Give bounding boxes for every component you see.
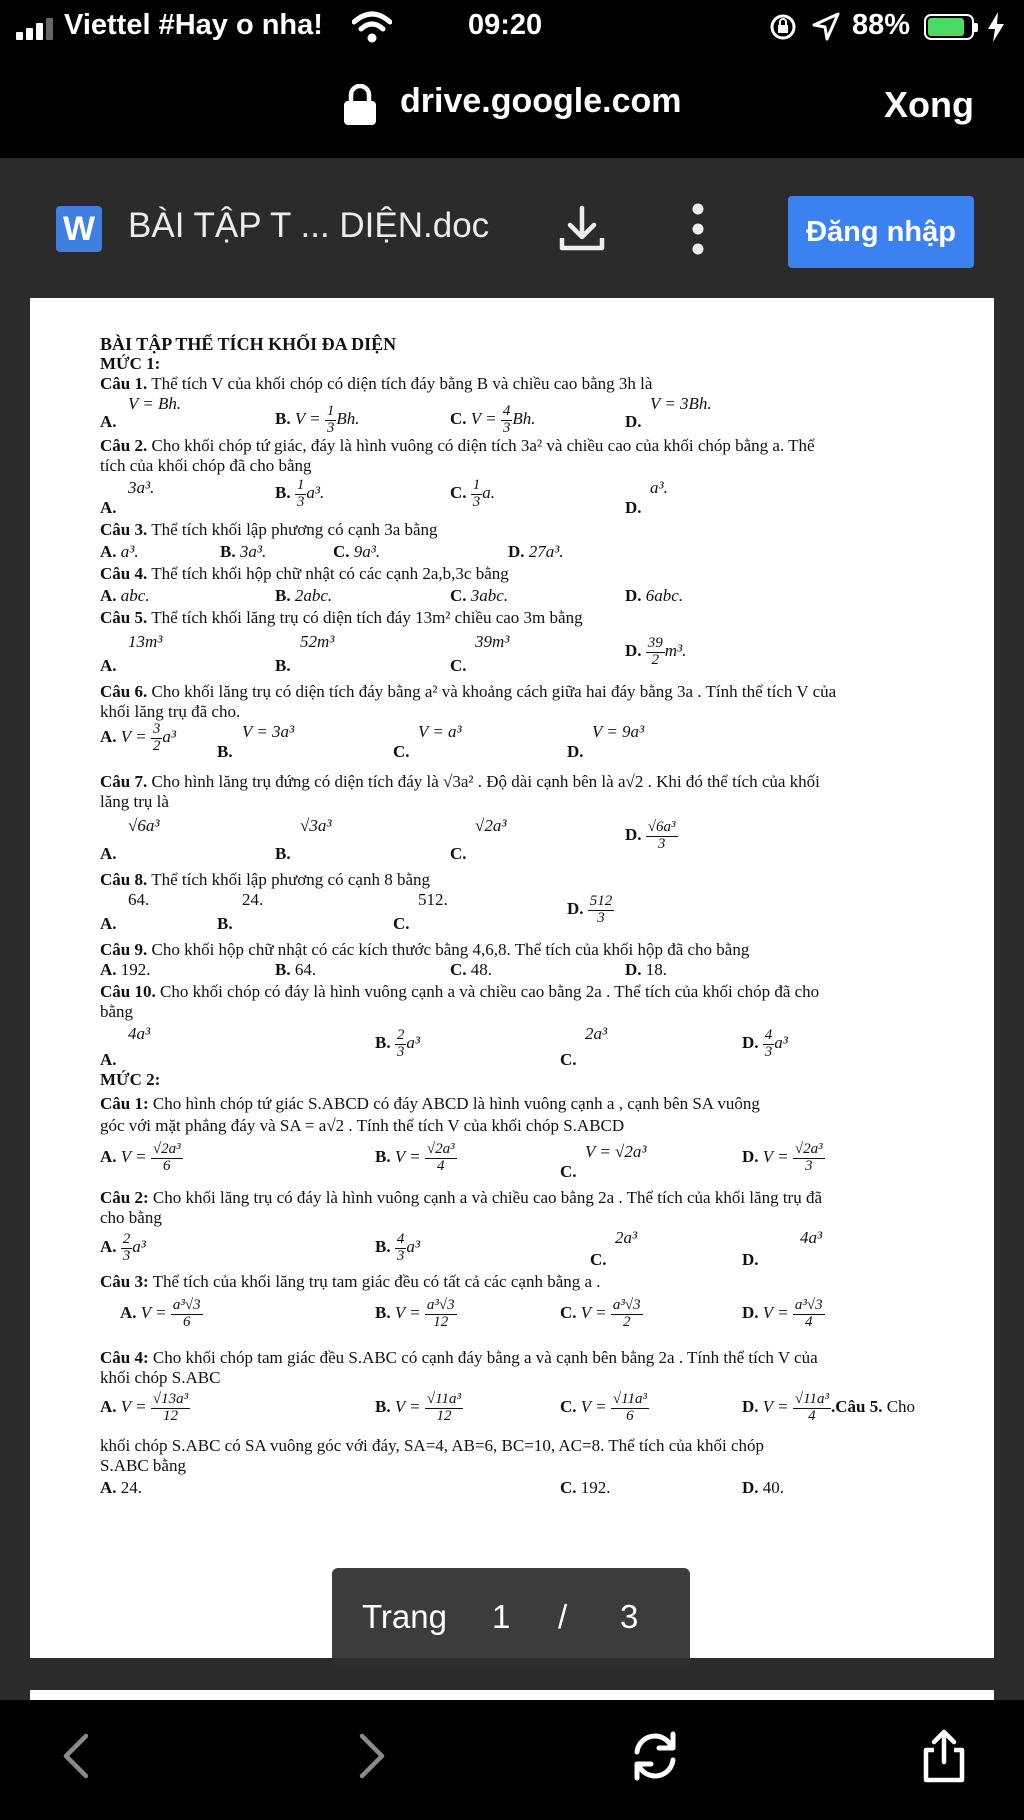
battery-icon [924, 14, 974, 40]
answer-c: C. 192. [560, 1478, 611, 1497]
option-label: C. [450, 844, 467, 863]
answer-a: A. 24. [100, 1478, 143, 1497]
option-label: A. [100, 914, 117, 933]
option-label: B. [275, 844, 291, 863]
answer-c: C. $\frac{1}{3}$ a. [450, 477, 496, 510]
answer-b: B. 64. [275, 960, 317, 979]
answer-a: A. V = $\frac{\text{a³√3}}{6}$ [120, 1297, 201, 1330]
answer-d: a³. [650, 478, 668, 497]
question-text: khối chóp S.ABC có SA vuông góc với đáy, SA=4, AB=6, BC=10, AC=8. Thể tích của khối chóp [100, 1436, 765, 1455]
padlock-icon [343, 84, 377, 126]
answer-b: B. $\frac{1}{3}$ a³. [275, 477, 325, 510]
answer-b: B. 2abc. [275, 586, 333, 605]
answer-a: 64. [128, 890, 150, 909]
answer-d: D. $\frac{4}{3}$ a³ [742, 1027, 788, 1060]
answer-c: C. V = $\frac{4}{3}$ Bh. [450, 403, 536, 436]
answer-c: C. 9a³. [333, 542, 381, 561]
viewer-header [0, 158, 1024, 296]
question-text: Câu 9. Cho khối hộp chữ nhật có các kích thước bằng 4,6,8. Thể tích của khối hộp đã cho bằng [100, 940, 750, 959]
bottom-toolbar [0, 1700, 1024, 1820]
question-text: Câu 2: Cho khối lăng trụ có đáy là hình vuông cạnh a và chiều cao bằng 2a . Thể tích của khối lăng trụ đã [100, 1188, 823, 1207]
question-text-cont: tích của khối chóp đã cho bằng [100, 456, 312, 475]
option-label: D. [625, 498, 642, 517]
answer-a: A. V = $\frac{\text{√13a³}}{12}$ [100, 1391, 189, 1424]
question-text-cont: cho bằng [100, 1208, 162, 1227]
option-label: A. [100, 1050, 117, 1069]
done-button[interactable]: Xong [884, 84, 974, 125]
total-pages: 3 [620, 1598, 639, 1635]
option-label: C. [393, 914, 410, 933]
question-text: Câu 1. Thể tích V của khối chóp có diện tích đáy bằng B và chiều cao bằng 3h là [100, 374, 653, 393]
answer-d: D. 6abc. [625, 586, 684, 605]
option-label: A. [100, 656, 117, 675]
clock: 09:20 [468, 9, 543, 41]
answer-a: 3a³. [128, 478, 155, 497]
answer-b: B. V = $\frac{\text{√2a³}}{4}$ [375, 1141, 455, 1174]
answer-b: B. $\frac{4}{3}$ a³ [375, 1231, 420, 1264]
option-label: B. [217, 914, 233, 933]
answer-d: D. 40. [742, 1478, 785, 1497]
option-label: D. [625, 412, 642, 431]
level-heading: MỨC 1: [100, 354, 161, 373]
answer-c: C. V = $\frac{\text{√11a³}}{6}$ [560, 1391, 647, 1424]
answer-b: B. V = $\frac{\text{a³√3}}{12}$ [375, 1297, 455, 1330]
option-label: C. [560, 1162, 577, 1181]
url-bar [0, 54, 1024, 158]
option-label: C. [393, 742, 410, 761]
answer-d: D. $\frac{39}{2}$ m³. [625, 635, 687, 668]
rotation-lock-icon [768, 12, 798, 42]
option-label: C. [450, 656, 467, 675]
answer-a: A. $\frac{2}{3}$ a³ [100, 1231, 146, 1264]
answer-a: √6a³ [128, 816, 160, 835]
option-label: D. [567, 742, 584, 761]
answer-b: B. $\frac{2}{3}$ a³ [375, 1027, 420, 1060]
answer-c: 2a³ [585, 1024, 608, 1043]
download-icon[interactable] [558, 204, 606, 254]
question-text-cont: góc với mặt phẳng đáy và SA = a√2 . Tính thể tích V của khối chóp S.ABCD [100, 1116, 625, 1135]
charging-bolt-icon [986, 11, 1006, 43]
answer-d: V = 3Bh. [650, 394, 712, 413]
option-label: B. [275, 656, 291, 675]
document-page [30, 298, 994, 1658]
answer-c: C. 48. [450, 960, 493, 979]
question-text-cont: khối chóp S.ABC [100, 1368, 221, 1387]
option-label: B. [217, 742, 233, 761]
page-indicator [332, 1568, 690, 1668]
question-text-cont: khối lăng trụ đã cho. [100, 702, 241, 721]
answer-b: B. V = $\frac{1}{3}$ Bh. [275, 403, 360, 436]
location-arrow-icon [812, 12, 840, 42]
level-heading: MỨC 2: [100, 1070, 161, 1089]
page-separator: / [558, 1598, 568, 1635]
wifi-icon [352, 10, 392, 44]
answer-c: 512. [418, 890, 448, 909]
answer-a: A. V = $\frac{3}{2}$ a³ [100, 721, 176, 754]
answer-c: 2a³ [615, 1228, 638, 1247]
option-label: D. [742, 1250, 759, 1269]
option-label: A. [100, 412, 117, 431]
question-text-cont: S.ABC bằng [100, 1456, 186, 1475]
answer-a: A. 192. [100, 960, 151, 979]
answer-c: V = √2a³ [585, 1142, 647, 1161]
answer-c: √2a³ [475, 816, 507, 835]
question-text: Câu 2. Cho khối chóp tứ giác, đáy là hình vuông có diện tích 3a² và chiều cao của khối chóp bằng a. Thể [100, 436, 815, 455]
answer-d: D. $\frac{\text{√6a³}}{3}$ [625, 819, 676, 852]
question-text: Câu 5. Thể tích khối lăng trụ có diện tích đáy 13m² chiều cao 3m bằng [100, 608, 583, 627]
answer-a: 13m³ [128, 632, 163, 651]
question-text-cont: lăng trụ là [100, 792, 169, 811]
share-icon[interactable] [914, 1726, 974, 1786]
forward-chevron-icon[interactable] [340, 1726, 400, 1786]
cellular-signal-icon [16, 18, 56, 40]
answer-b: 52m³ [300, 632, 335, 651]
word-file-icon: W [56, 206, 102, 252]
answer-b: B. V = $\frac{\text{√11a³}}{12}$ [375, 1391, 462, 1424]
answer-a: A. V = $\frac{\text{√2a³}}{6}$ [100, 1141, 181, 1174]
answer-a: A. a³. [100, 542, 139, 561]
document-title: BÀI TẬP T ... DIỆN.doc [128, 206, 490, 245]
question-text-cont: bằng [100, 1002, 134, 1021]
question-text: Câu 1: Cho hình chóp tứ giác S.ABCD có đáy ABCD là hình vuông cạnh a , cạnh bên SA vuông [100, 1094, 760, 1113]
question-text: Câu 8. Thể tích khối lập phương có cạnh 8 bằng [100, 870, 430, 889]
answer-d: D. $\frac{512}{3}$ [567, 893, 613, 926]
option-label: A. [100, 498, 117, 517]
question-text: Câu 4: Cho khối chóp tam giác đều S.ABC có cạnh đáy bằng a và cạnh bên bằng 2a . Tính thể tích V của [100, 1348, 818, 1367]
answer-b: √3a³ [300, 816, 332, 835]
answer-d: 4a³ [800, 1228, 823, 1247]
answer-d: D. V = $\frac{\text{√2a³}}{3}$ [742, 1141, 823, 1174]
answer-d: D. V = $\frac{\text{a³√3}}{4}$ [742, 1297, 823, 1330]
current-page: 1 [492, 1598, 511, 1635]
option-label: C. [590, 1250, 607, 1269]
question-text: Câu 4. Thể tích khối hộp chữ nhật có các cạnh 2a,b,3c bằng [100, 564, 509, 583]
more-options-icon[interactable] [686, 202, 710, 256]
back-chevron-icon[interactable] [48, 1726, 108, 1786]
answer-b: V = 3a³ [242, 722, 295, 741]
answer-c: V = a³ [418, 722, 462, 741]
answer-a: 4a³ [128, 1024, 151, 1043]
answer-c: C. 3abc. [450, 586, 509, 605]
answer-d: D. V = $\frac{\text{√11a³}}{4}$ .Câu 5. Cho [742, 1391, 916, 1424]
document-heading: BÀI TẬP THỂ TÍCH KHỐI ĐA DIỆN [100, 334, 397, 354]
answer-d: V = 9a³ [592, 722, 645, 741]
question-text: Câu 3. Thể tích khối lập phương có cạnh 3a bằng [100, 520, 438, 539]
battery-percentage: 88% [852, 9, 911, 41]
sign-in-button[interactable]: Đăng nhập [788, 196, 974, 268]
answer-d: D. 18. [625, 960, 668, 979]
answer-a: V = Bh. [128, 394, 182, 413]
reload-icon[interactable] [625, 1726, 685, 1786]
page-label: Trang [362, 1598, 447, 1635]
answer-b: B. 3a³. [220, 542, 267, 561]
question-text: Câu 7. Cho hình lăng trụ đứng có diện tích đáy là √3a² . Độ dài cạnh bên là a√2 . Khi đó thể tích của khối [100, 772, 820, 791]
answer-a: A. abc. [100, 586, 150, 605]
carrier-name: Viettel #Hay o nha! [64, 9, 323, 41]
answer-b: 24. [242, 890, 264, 909]
answer-d: D. 27a³. [508, 542, 564, 561]
answer-c: C. V = $\frac{\text{a³√3}}{2}$ [560, 1297, 641, 1330]
question-text: Câu 10. Cho khối chóp có đáy là hình vuông cạnh a và chiều cao bằng 2a . Thể tích của khối chóp đã cho [100, 982, 820, 1001]
status-bar [0, 0, 1024, 54]
option-label: C. [560, 1050, 577, 1069]
option-label: A. [100, 844, 117, 863]
answer-c: 39m³ [475, 632, 510, 651]
question-text: Câu 6. Cho khối lăng trụ có diện tích đáy bằng a² và khoảng cách giữa hai đáy bằng 3a . Tính thể tích V của [100, 682, 837, 701]
url-text[interactable]: drive.google.com [400, 82, 682, 120]
question-text: Câu 3: Thể tích của khối lăng trụ tam giác đều có tất cả các cạnh bằng a . [100, 1272, 601, 1291]
